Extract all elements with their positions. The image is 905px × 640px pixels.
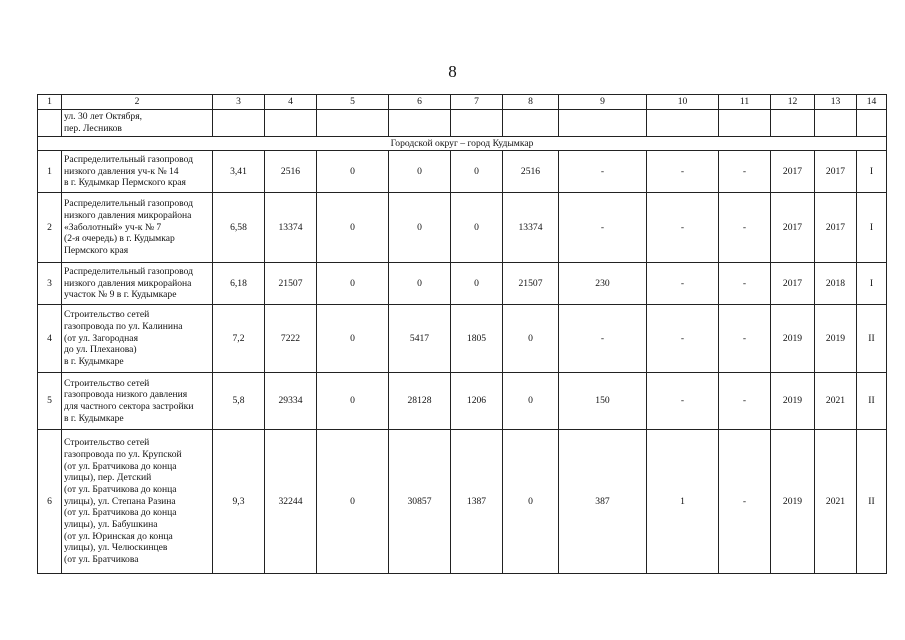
row-description: Распределительный газопровод низкого давления микрорайона «Заболотный» уч-к № 7 (2-я очередь) в г. Кудымкар Пермского края <box>62 193 213 263</box>
header-cell: 8 <box>503 95 559 110</box>
cell-c8: 2516 <box>503 151 559 193</box>
row-description: Распределительный газопровод низкого давления уч-к № 14 в г. Кудымкар Пермского края <box>62 151 213 193</box>
cell-c10: 1 <box>647 430 719 574</box>
header-cell: 11 <box>719 95 771 110</box>
cell-c12: 2017 <box>771 263 815 305</box>
cell-c13: 2017 <box>815 151 857 193</box>
empty-cell <box>317 110 389 137</box>
row-description: Строительство сетей газопровода низкого давления для частного сектора застройки в г. Кудымкаре <box>62 373 213 430</box>
cell-c14: I <box>857 193 887 263</box>
empty-cell <box>857 110 887 137</box>
empty-cell <box>451 110 503 137</box>
cell-c10: - <box>647 373 719 430</box>
table-row <box>38 430 887 574</box>
empty-cell <box>265 110 317 137</box>
table-row <box>38 305 887 373</box>
cell-c13: 2021 <box>815 373 857 430</box>
cell-c6: 0 <box>389 263 451 305</box>
cell-c8: 0 <box>503 430 559 574</box>
cell-c7: 0 <box>451 151 503 193</box>
cell-c10: - <box>647 305 719 373</box>
continued-row <box>38 110 887 137</box>
cell-c14: II <box>857 373 887 430</box>
cell-c5: 0 <box>317 430 389 574</box>
row-number: 4 <box>38 305 62 373</box>
row-number: 1 <box>38 151 62 193</box>
empty-cell <box>38 110 62 137</box>
empty-cell <box>815 110 857 137</box>
cell-c6: 0 <box>389 193 451 263</box>
empty-cell <box>719 110 771 137</box>
header-cell: 3 <box>213 95 265 110</box>
cell-c6: 0 <box>389 151 451 193</box>
header-cell: 5 <box>317 95 389 110</box>
cell-c5: 0 <box>317 263 389 305</box>
table-row <box>38 263 887 305</box>
cell-c6: 30857 <box>389 430 451 574</box>
header-cell: 1 <box>38 95 62 110</box>
empty-cell <box>771 110 815 137</box>
cell-c11: - <box>719 263 771 305</box>
cell-c4: 7222 <box>265 305 317 373</box>
row-description: Распределительный газопровод низкого давления микрорайона участок № 9 в г. Кудымкаре <box>62 263 213 305</box>
header-cell: 7 <box>451 95 503 110</box>
table-row <box>38 193 887 263</box>
cell-c14: I <box>857 151 887 193</box>
cell-c4: 29334 <box>265 373 317 430</box>
cell-c14: I <box>857 263 887 305</box>
cell-c5: 0 <box>317 305 389 373</box>
header-cell: 9 <box>559 95 647 110</box>
cell-c14: II <box>857 305 887 373</box>
cell-c4: 2516 <box>265 151 317 193</box>
cell-c4: 13374 <box>265 193 317 263</box>
cell-c11: - <box>719 305 771 373</box>
cell-c13: 2018 <box>815 263 857 305</box>
cell-c10: - <box>647 263 719 305</box>
row-description: Строительство сетей газопровода по ул. Крупской (от ул. Братчикова до конца улицы), пер. Детский (от ул. Братчикова до конца улицы), ул. Степана Разина (от ул. Братчикова до конца улицы), ул. Бабушкина (от ул. Юринская до конца улицы), ул. Челюскинцев (от ул. Братчикова <box>62 430 213 574</box>
cell-c8: 13374 <box>503 193 559 263</box>
cell-c7: 1206 <box>451 373 503 430</box>
cell-c11: - <box>719 430 771 574</box>
section-title: Городской округ – город Кудымкар <box>38 137 887 151</box>
row-number: 6 <box>38 430 62 574</box>
empty-cell <box>389 110 451 137</box>
cell-c14: II <box>857 430 887 574</box>
continued-description: ул. 30 лет Октября, пер. Лесников <box>62 110 213 137</box>
cell-c8: 0 <box>503 305 559 373</box>
cell-c4: 21507 <box>265 263 317 305</box>
cell-c5: 0 <box>317 151 389 193</box>
cell-c11: - <box>719 373 771 430</box>
cell-c4: 32244 <box>265 430 317 574</box>
cell-c11: - <box>719 193 771 263</box>
header-cell: 12 <box>771 95 815 110</box>
section-row <box>38 137 887 151</box>
cell-c7: 1805 <box>451 305 503 373</box>
cell-c3: 6,18 <box>213 263 265 305</box>
header-cell: 13 <box>815 95 857 110</box>
cell-c12: 2019 <box>771 373 815 430</box>
cell-c6: 28128 <box>389 373 451 430</box>
header-cell: 4 <box>265 95 317 110</box>
row-number: 5 <box>38 373 62 430</box>
empty-cell <box>213 110 265 137</box>
cell-c12: 2017 <box>771 193 815 263</box>
row-number: 2 <box>38 193 62 263</box>
cell-c5: 0 <box>317 193 389 263</box>
table-row <box>38 373 887 430</box>
cell-c7: 1387 <box>451 430 503 574</box>
header-cell: 14 <box>857 95 887 110</box>
table-row <box>38 151 887 193</box>
empty-cell <box>503 110 559 137</box>
cell-c9: - <box>559 193 647 263</box>
header-row <box>38 95 887 110</box>
cell-c3: 3,41 <box>213 151 265 193</box>
cell-c8: 0 <box>503 373 559 430</box>
cell-c7: 0 <box>451 263 503 305</box>
data-table <box>37 94 887 574</box>
cell-c9: 387 <box>559 430 647 574</box>
cell-c3: 9,3 <box>213 430 265 574</box>
cell-c8: 21507 <box>503 263 559 305</box>
empty-cell <box>647 110 719 137</box>
cell-c3: 5,8 <box>213 373 265 430</box>
cell-c13: 2019 <box>815 305 857 373</box>
cell-c3: 7,2 <box>213 305 265 373</box>
row-number: 3 <box>38 263 62 305</box>
empty-cell <box>559 110 647 137</box>
cell-c12: 2017 <box>771 151 815 193</box>
cell-c12: 2019 <box>771 430 815 574</box>
cell-c11: - <box>719 151 771 193</box>
rows-body <box>38 151 887 574</box>
header-cell: 2 <box>62 95 213 110</box>
cell-c5: 0 <box>317 373 389 430</box>
header-cell: 10 <box>647 95 719 110</box>
cell-c9: - <box>559 305 647 373</box>
cell-c9: - <box>559 151 647 193</box>
page-number: 8 <box>448 62 457 81</box>
cell-c7: 0 <box>451 193 503 263</box>
header-cell: 6 <box>389 95 451 110</box>
cell-c13: 2017 <box>815 193 857 263</box>
cell-c9: 230 <box>559 263 647 305</box>
cell-c9: 150 <box>559 373 647 430</box>
row-description: Строительство сетей газопровода по ул. Калинина (от ул. Загородная до ул. Плеханова) в г. Кудымкаре <box>62 305 213 373</box>
cell-c12: 2019 <box>771 305 815 373</box>
cell-c10: - <box>647 193 719 263</box>
cell-c3: 6,58 <box>213 193 265 263</box>
cell-c6: 5417 <box>389 305 451 373</box>
cell-c10: - <box>647 151 719 193</box>
cell-c13: 2021 <box>815 430 857 574</box>
